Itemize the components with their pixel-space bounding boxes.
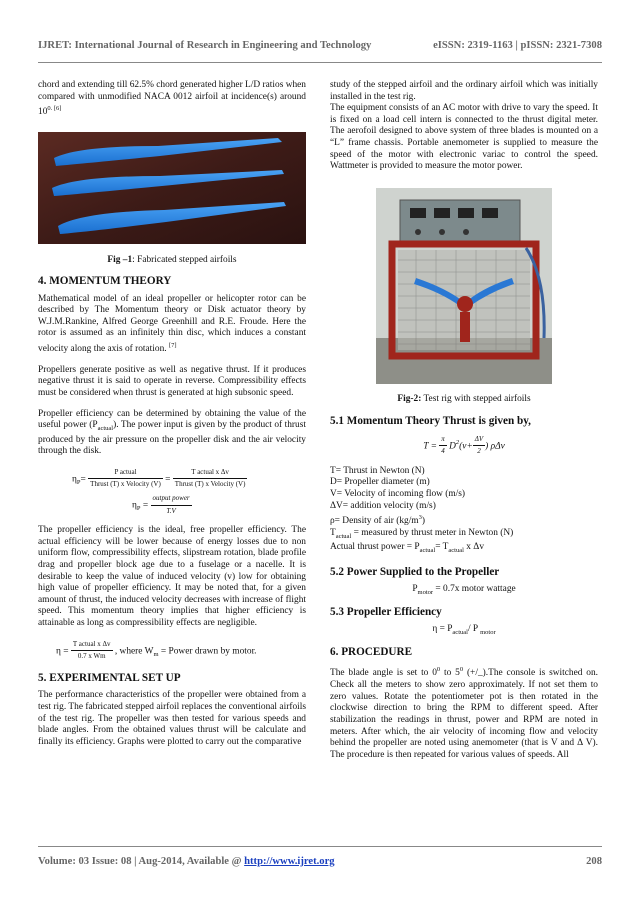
page-footer: [38, 856, 602, 867]
right-paragraph-2: The equipment consists of an AC motor with drive to vary the speed. It is fixed on a load cell intern is connected to the thrust digital meter. The aerofoil designed to above system of three blades is mounted on a “L” frame chassis. Portable anemometer is supplied to measure the speed of the motor with electronic variac to control the speed. Wattmeter is provided to measure the motor power.: [330, 103, 598, 172]
figure-2-caption: Fig-2: Test rig with stepped airfoils: [397, 394, 531, 405]
footer-text: Volume: 03 Issue: 08 | Aug-2014, Available @: [38, 856, 245, 867]
right-column: [330, 80, 598, 770]
issn: eISSN: 2319-1163 | pISSN: 2321-7308: [433, 40, 602, 51]
section-5-3-heading: 5.3 Propeller Efficiency: [330, 605, 442, 618]
section-6-heading: 6. PROCEDURE: [330, 645, 413, 658]
page-number: 208: [586, 856, 602, 867]
s4-paragraph-3: Propeller efficiency can be determined by obtaining the value of the useful power $(P_{actual})$. The power input is given by the product of thrust produced by the air pressure on the propeller disk and the air velocity through the disk.: [38, 408, 306, 457]
s4-paragraph-4: The propeller efficiency is the ideal, free propeller efficiency. The actual efficiency will be lower because of energy losses due to non uniform flow, compressibility effects, slipstream rotation, blade profile drag and propeller block age due to a fuselage or a nacelle. It is desirable to keep the value of induced velocity (v) low for obtaining high value of propeller efficiency. It may be noted that, for a given amount of thrust, the induced velocity decreases with increase of flight speed. This momentum theory implies that higher efficiency is attainable as long as compressibility effects are negligible.: [38, 525, 306, 628]
s4-paragraph-1: Mathematical model of an ideal propeller or helicopter rotor can be described by The Momentum theory or Disk actuator theory by W.J.M.Rankine, Alfred George Greenhill and R.E. Froude. Here the rotor is assumed as an infinitely thin disc, which induces a constant velocity along the axis of rotation. [7]: [38, 293, 306, 355]
motor-power-equation: $P_{motor} = 0.7x$ motor wattage: [412, 584, 516, 597]
left-column: [38, 80, 306, 757]
intro-paragraph: chord and extending till 62.5% chord generated higher L/D ratios when compared with unmodified NACA 0012 airfoil at incidence(s) around $10^{0. [6]}$: [38, 80, 306, 118]
header-rule: [38, 62, 602, 63]
page-header: [38, 40, 602, 56]
def-t-actual: $T_{actual}$ = measured by thrust meter in Newton (N): [330, 527, 514, 540]
right-paragraph-1: study of the stepped airfoil and the ordinary airfoil which was initially installed in the test rig.: [330, 80, 598, 102]
journal-link[interactable]: http://www.ijret.org: [244, 856, 335, 867]
figure-2: [330, 182, 598, 406]
s5-paragraph-1: The performance characteristics of the propeller were obtained from a test rig. The fabricated stepped airfoil replaces the conventional airfoils of the test rig. The propeller was then tested for various speeds and blade angles. From the obtained values thrust will be calculate and finally its efficiency. Graphs were plotted to carry out the comparative: [38, 690, 306, 747]
efficiency-motor-equation: η = $\frac{\text{T actual x Δv}}{\text{0.7 x Wm}}$ , where $W_m$ = Power drawn by motor.: [56, 639, 257, 661]
footer-rule: [38, 846, 602, 847]
def-diameter: D= Propeller diameter (m): [330, 477, 430, 488]
thrust-equation: T = $\frac{\pi}{4}$ $D^2(v+$ $\frac{\Delta V}{2}$ ) ρΔv: [423, 434, 505, 456]
section-4-heading: 4. MOMENTUM THEORY: [38, 275, 172, 288]
figure-1: [38, 128, 306, 266]
thrust-definitions: [330, 466, 598, 557]
def-actual-thrust-power: Actual thrust power = $P_{actual}= T_{actual}$ x Δv: [330, 542, 485, 555]
def-delta-velocity: ΔV= addition velocity (m/s): [330, 500, 436, 511]
def-velocity: V= Velocity of incoming flow (m/s): [330, 488, 466, 499]
fabricated-airfoils-photo: [38, 132, 306, 244]
section-5-1-heading: 5.1 Momentum Theory Thrust is given by,: [330, 414, 531, 427]
test-rig-photo: [376, 188, 552, 384]
efficiency-equation: $\eta_P=$ $\frac{\text{P actual}}{\text{Thrust (T) x Velocity (V)}}$ = $\frac{\text{T actual x Δv}}{\text{Thrust (T) x Velocity (V)}}$ $\eta_P$ = $\frac{\text{output power}}{T.V}$: [72, 467, 246, 515]
figure-1-caption: Fig –1: Fabricated stepped airfoils: [107, 254, 237, 265]
section-5-heading: 5. EXPERIMENTAL SET UP: [38, 671, 181, 684]
def-density: ρ= Density of air $(kg/m^3)$: [330, 514, 425, 527]
propeller-efficiency-equation: $\eta = P_{actual}/$ P $_{motor}$: [432, 624, 496, 637]
def-thrust: T= Thrust in Newton (N): [330, 465, 425, 476]
s4-paragraph-2: Propellers generate positive as well as negative thrust. If it produces negative thrust it is said to operate in reverse. Compressibility effects must be considered when thrust is generated at high subsonic speed.: [38, 364, 306, 398]
journal-title: IJRET: International Journal of Research in Engineering and Technology: [38, 40, 372, 51]
section-5-2-heading: 5.2 Power Supplied to the Propeller: [330, 565, 500, 578]
s6-paragraph-1: The blade angle is set to $0^0$ to $5^0$ (+/_).The console is switched on. Check all the meters to show zero approximately. If not set them to zero values. Rotate the potentiometer pot is then rotated in the clockwise direction to bring the RPM to different speed. After stabilization the readings in thrust, power and RPM are noted in meters. After which, the air velocity of incoming flow and velocity behind the propeller are noted using anemometer (that is V and Δ V). The procedure is then repeated for various values of speeds. All: [330, 666, 599, 760]
